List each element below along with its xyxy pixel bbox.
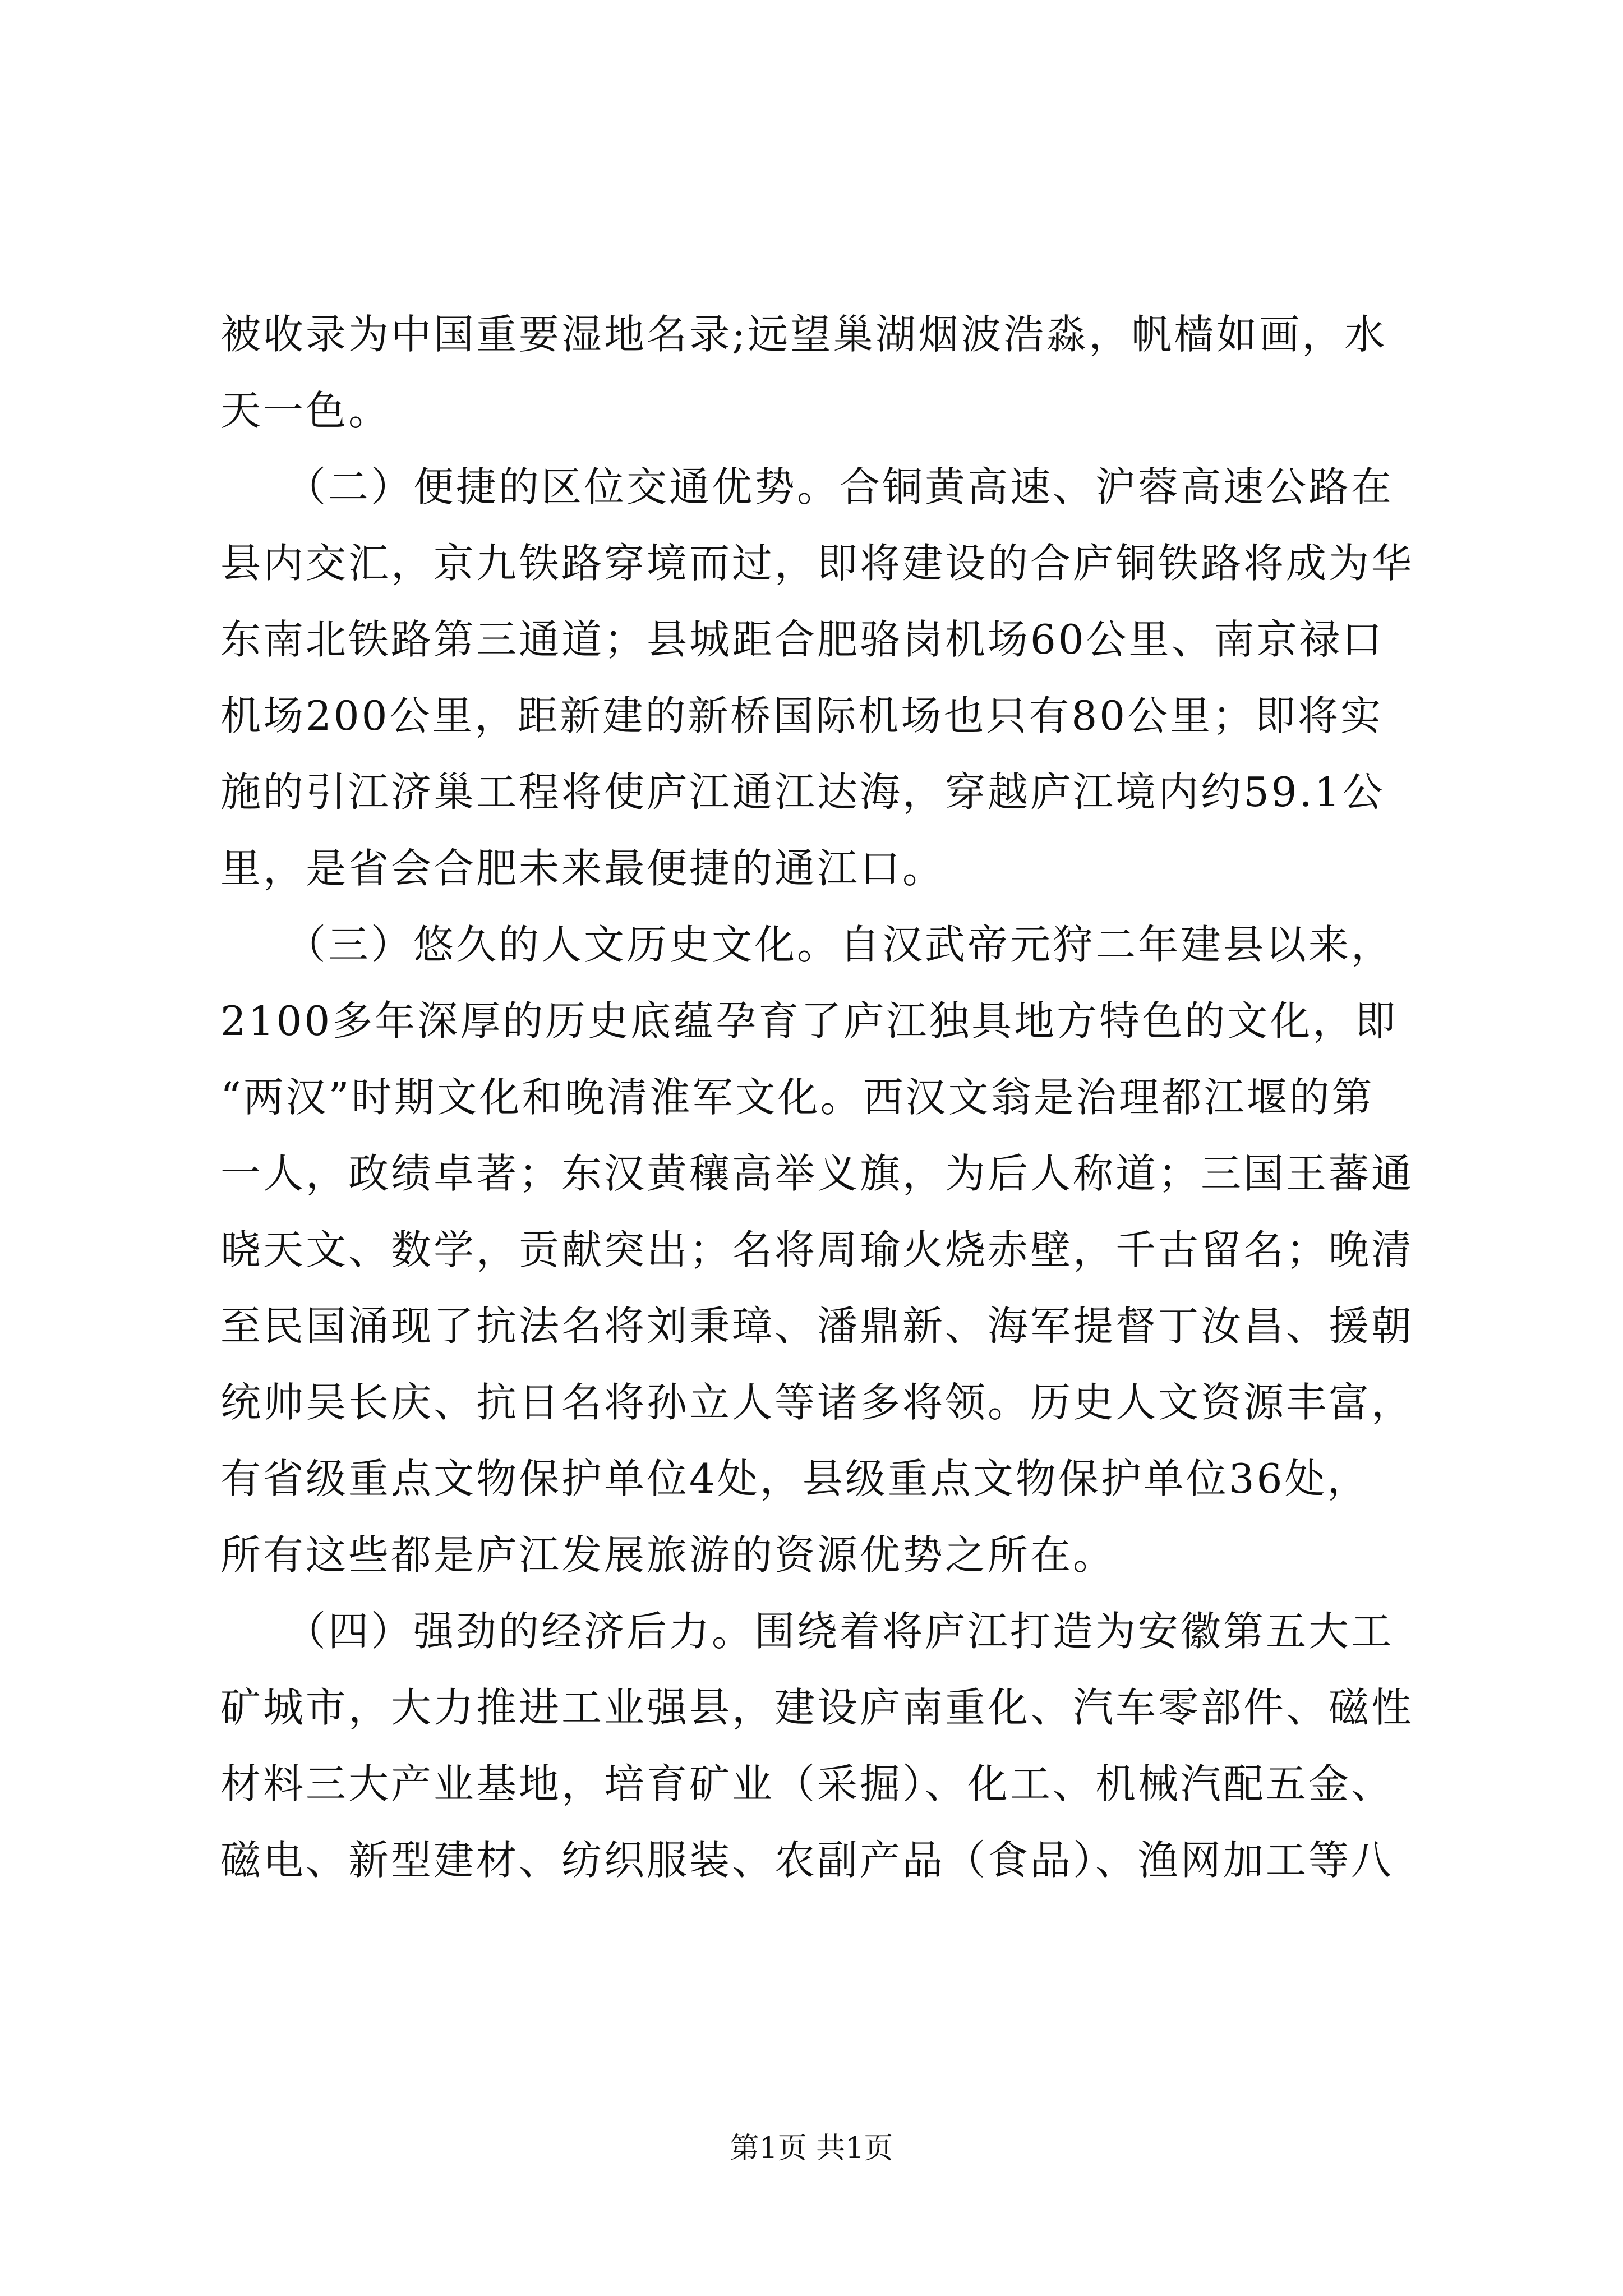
text-line: 2100多年深厚的历史底蕴孕育了庐江独具地方特色的文化，即	[220, 997, 1398, 1045]
text-line: 所有这些都是庐江发展旅游的资源优势之所在。	[220, 1531, 1116, 1579]
text-line: （二）便捷的区位交通优势。合铜黄高速、沪蓉高速公路在	[220, 463, 1394, 510]
text-line: （四）强劲的经济后力。围绕着将庐江打造为安徽第五大工	[220, 1608, 1394, 1655]
text-line: 机场200公里，距新建的新桥国际机场也只有80公里；即将实	[220, 692, 1384, 739]
text-line: 有省级重点文物保护单位4处，县级重点文物保护单位36处，	[220, 1455, 1370, 1502]
text-line: 东南北铁路第三通道；县城距合肥骆岗机场60公里、南京禄口	[220, 616, 1385, 663]
text-line: 一人，政绩卓著；东汉黄穰高举义旗，为后人称道；三国王蕃通	[220, 1150, 1414, 1197]
text-line: “两汉”时期文化和晚清淮军文化。西汉文翁是治理都江堰的第	[220, 1074, 1375, 1121]
text-line: 里，是省会合肥未来最便捷的通江口。	[220, 845, 946, 892]
text-line: （三）悠久的人文历史文化。自汉武帝元狩二年建县以来，	[220, 921, 1394, 968]
text-line: 晓天文、数学，贡献突出；名将周瑜火烧赤壁，千古留名；晚清	[220, 1226, 1414, 1273]
page-number: 第1页 共1页	[730, 2132, 893, 2165]
text-line: 施的引江济巢工程将使庐江通江达海，穿越庐江境内约59.1公	[220, 769, 1385, 816]
text-line: 磁电、新型建材、纺织服装、农副产品（食品）、渔网加工等八	[220, 1837, 1394, 1884]
page-footer	[0, 2132, 1623, 2165]
text-line: 统帅吴长庆、抗日名将孙立人等诸多将领。历史人文资源丰富，	[220, 1379, 1414, 1426]
text-line: 至民国涌现了抗法名将刘秉璋、潘鼎新、海军提督丁汝昌、援朝	[220, 1303, 1414, 1350]
text-line: 矿城市，大力推进工业强县，建设庐南重化、汽车零部件、磁性	[220, 1684, 1414, 1731]
text-line: 材料三大产业基地，培育矿业（采掘）、化工、机械汽配五金、	[220, 1760, 1394, 1807]
text-line: 县内交汇，京九铁路穿境而过，即将建设的合庐铜铁路将成为华	[220, 540, 1414, 587]
text-line: 天一色。	[220, 387, 391, 434]
document-body	[220, 296, 1435, 1898]
text-line: 被收录为中国重要湿地名录;远望巢湖烟波浩淼，帆樯如画，水	[220, 311, 1387, 358]
